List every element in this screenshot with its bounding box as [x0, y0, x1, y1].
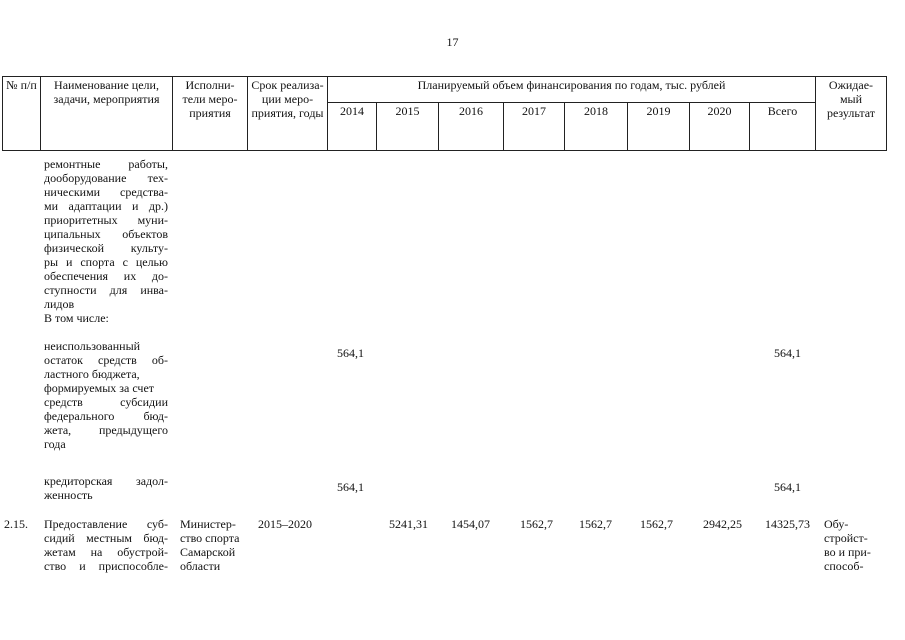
text-line: жета, предыдущего: [44, 423, 168, 437]
row-215-number: 2.15.: [4, 517, 28, 531]
sub1-value-2014: 564,1: [337, 346, 364, 360]
text-line: женность: [44, 488, 93, 502]
sub1-name: [44, 339, 168, 451]
text-line: способ-: [824, 559, 864, 573]
header-financing: Планируемый объем финансирования по годам, тыс. рублей: [328, 77, 816, 103]
header-year-2019: 2019: [628, 103, 690, 151]
text-line: неиспользованный: [44, 339, 141, 353]
text-line: остаток средств об-: [44, 353, 168, 367]
row-215-term: 2015–2020: [258, 517, 312, 531]
text-line: во и при-: [824, 545, 871, 559]
text-line: ми адаптации и др.): [44, 199, 168, 213]
header-name: Наименование цели, задачи, мероприятия: [41, 77, 173, 151]
header-year-2018: 2018: [565, 103, 628, 151]
row-215-executor: [180, 517, 252, 573]
text-line: области: [180, 559, 221, 573]
text-line: ступности для инва-: [44, 283, 168, 297]
row-215-value-2020: 2942,25: [703, 517, 742, 531]
text-line: Обу-: [824, 517, 849, 531]
header-result: Ожидае-мый результат: [816, 77, 887, 151]
text-line: обеспечения их до-: [44, 269, 168, 283]
text-line: дооборудование тех-: [44, 171, 168, 185]
sub2-name: [44, 474, 168, 502]
page-number: 17: [446, 35, 459, 49]
row-215-result: [824, 517, 886, 573]
text-line: приоритетных муни-: [44, 213, 168, 227]
row-215-value-2018: 1562,7: [579, 517, 612, 531]
text-line: года: [44, 437, 66, 451]
text-line: ципальных объектов: [44, 227, 168, 241]
sub1-value-total: 564,1: [774, 346, 801, 360]
table-header: [2, 76, 887, 151]
text-line: лидов: [44, 297, 75, 311]
header-num: № п/п: [3, 77, 41, 151]
row-215-value-2017: 1562,7: [520, 517, 553, 531]
header-total: Всего: [750, 103, 816, 151]
header-year-2015: 2015: [377, 103, 439, 151]
text-line: федерального бюд-: [44, 409, 168, 423]
row-215-value-total: 14325,73: [765, 517, 810, 531]
text-line: формируемых за счет: [44, 381, 155, 395]
header-year-2016: 2016: [439, 103, 504, 151]
header-year-2020: 2020: [690, 103, 750, 151]
text-line: физической культу-: [44, 241, 168, 255]
text-line: жетам на обустрой-: [44, 545, 168, 559]
text-line: ство и приспособле-: [44, 559, 168, 573]
text-line: Самарской: [180, 545, 236, 559]
header-year-2017: 2017: [504, 103, 565, 151]
text-line: ремонтные работы,: [44, 157, 168, 171]
row-215-name: [44, 517, 168, 573]
header-term: Срок реализа-ции меро-приятия, годы: [248, 77, 328, 151]
header-year-2014: 2014: [328, 103, 377, 151]
text-line: стройст-: [824, 531, 868, 545]
text-line: сидий местным бюд-: [44, 531, 168, 545]
text-line: кредиторская задол-: [44, 474, 168, 488]
row-215-value-2015: 5241,31: [389, 517, 428, 531]
text-line: ластного бюджета,: [44, 367, 140, 381]
text-line: ры и спорта с целью: [44, 255, 168, 269]
text-line: средств субсидии: [44, 395, 168, 409]
sub2-value-2014: 564,1: [337, 480, 364, 494]
text-line: ническими средства-: [44, 185, 168, 199]
row-215-value-2019: 1562,7: [640, 517, 673, 531]
continuation-text: [44, 157, 168, 325]
text-line: Министер-: [180, 517, 236, 531]
text-line: ство спорта: [180, 531, 240, 545]
row-215-value-2016: 1454,07: [451, 517, 490, 531]
text-line: Предоставление суб-: [44, 517, 168, 531]
including-label: В том числе:: [44, 311, 109, 325]
sub2-value-total: 564,1: [774, 480, 801, 494]
header-executor: Исполни-тели меро-приятия: [173, 77, 248, 151]
